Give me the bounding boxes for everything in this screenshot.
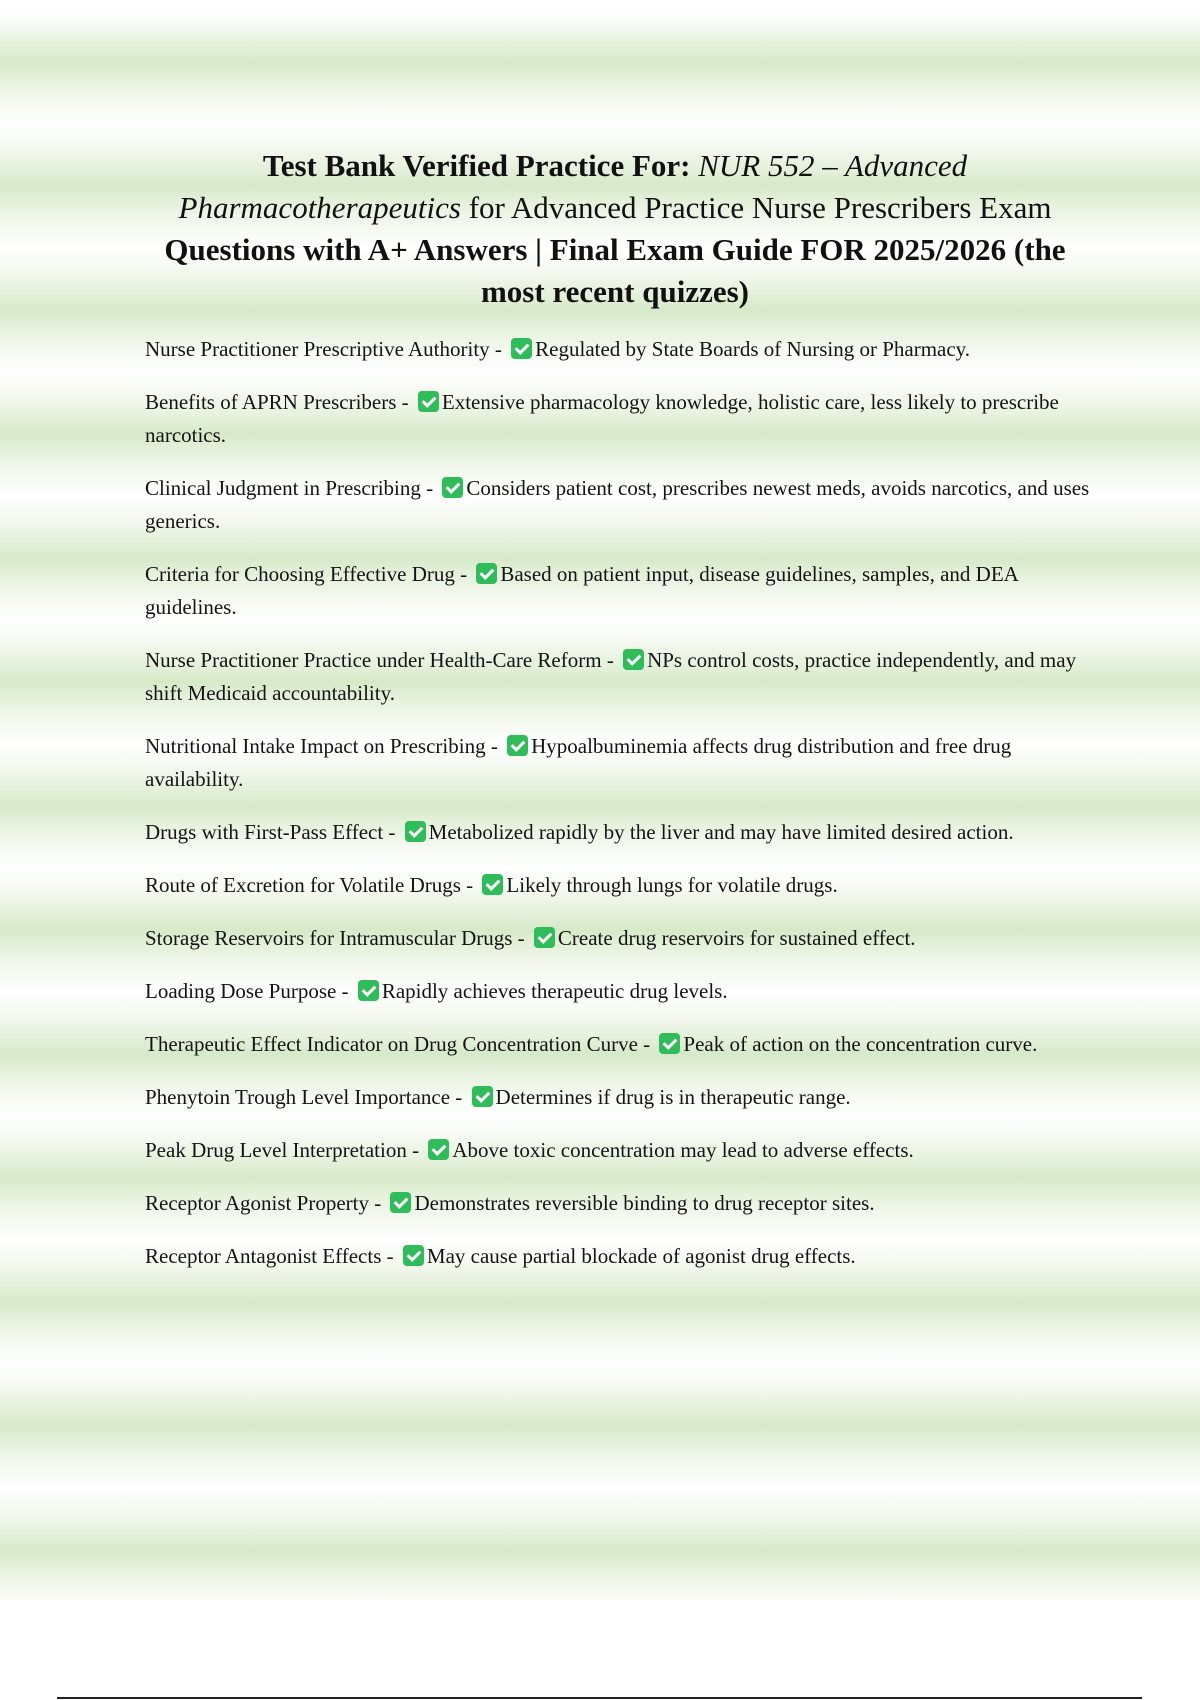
qa-answer: Determines if drug is in therapeutic range.	[495, 1085, 851, 1109]
qa-item	[145, 1187, 1090, 1220]
qa-answer: May cause partial blockade of agonist drug effects.	[426, 1244, 856, 1268]
qa-answer: Rapidly achieves therapeutic drug levels.	[381, 979, 728, 1003]
qa-list	[145, 333, 1090, 1293]
qa-item	[145, 472, 1090, 538]
qa-term: Loading Dose Purpose -	[145, 979, 354, 1003]
qa-item	[145, 816, 1090, 849]
check-mark-icon	[507, 735, 528, 756]
qa-term: Criteria for Choosing Effective Drug -	[145, 562, 473, 586]
qa-term: Receptor Antagonist Effects -	[145, 1244, 399, 1268]
qa-answer: Hypoalbuminemia affects drug distribution and free drug availability.	[145, 734, 1012, 791]
qa-answer: NPs control costs, practice independently, and may shift Medicaid accountability.	[145, 648, 1077, 705]
title-exam-phrase: for Advanced Practice Nurse Prescribers Exam	[460, 190, 1052, 225]
check-mark-icon	[623, 649, 644, 670]
qa-term: Receptor Agonist Property -	[145, 1191, 387, 1215]
title-bold-tail: Questions with A+ Answers | Final Exam Guide FOR 2025/2026 (the most recent quizzes)	[164, 232, 1066, 309]
document-title	[140, 145, 1090, 313]
qa-term: Route of Excretion for Volatile Drugs -	[145, 873, 479, 897]
check-mark-icon	[442, 477, 463, 498]
qa-answer: Above toxic concentration may lead to adverse effects.	[452, 1138, 914, 1162]
qa-term: Therapeutic Effect Indicator on Drug Concentration Curve -	[145, 1032, 656, 1056]
qa-answer: Metabolized rapidly by the liver and may have limited desired action.	[428, 820, 1014, 844]
check-mark-icon	[405, 821, 426, 842]
qa-item	[145, 730, 1090, 796]
qa-item	[145, 558, 1090, 624]
check-mark-icon	[403, 1245, 424, 1266]
qa-term: Clinical Judgment in Prescribing -	[145, 476, 439, 500]
qa-answer: Demonstrates reversible binding to drug receptor sites.	[414, 1191, 875, 1215]
check-mark-icon	[534, 927, 555, 948]
qa-term: Nurse Practitioner Prescriptive Authority -	[145, 337, 508, 361]
qa-answer: Likely through lungs for volatile drugs.	[506, 873, 838, 897]
qa-term: Nutritional Intake Impact on Prescribing -	[145, 734, 504, 758]
check-mark-icon	[418, 391, 439, 412]
check-mark-icon	[472, 1086, 493, 1107]
qa-answer: Extensive pharmacology knowledge, holistic care, less likely to prescribe narcotics.	[145, 390, 1059, 447]
check-mark-icon	[428, 1139, 449, 1160]
background-top-fade	[0, 0, 1200, 40]
qa-item	[145, 333, 1090, 366]
qa-item	[145, 1028, 1090, 1061]
qa-item	[145, 644, 1090, 710]
qa-item	[145, 922, 1090, 955]
qa-term: Phenytoin Trough Level Importance -	[145, 1085, 468, 1109]
qa-item	[145, 386, 1090, 452]
check-mark-icon	[482, 874, 503, 895]
qa-term: Storage Reservoirs for Intramuscular Drugs -	[145, 926, 530, 950]
footer-divider	[57, 1697, 1142, 1699]
qa-term: Nurse Practitioner Practice under Health-Care Reform -	[145, 648, 620, 672]
check-mark-icon	[390, 1192, 411, 1213]
qa-item	[145, 869, 1090, 902]
qa-item	[145, 975, 1090, 1008]
qa-term: Peak Drug Level Interpretation -	[145, 1138, 425, 1162]
qa-term: Drugs with First-Pass Effect -	[145, 820, 401, 844]
check-mark-icon	[358, 980, 379, 1001]
qa-answer: Considers patient cost, prescribes newest meds, avoids narcotics, and uses generics.	[145, 476, 1090, 533]
qa-answer: Based on patient input, disease guidelines, samples, and DEA guidelines.	[145, 562, 1018, 619]
qa-item	[145, 1134, 1090, 1167]
qa-item	[145, 1240, 1090, 1273]
check-mark-icon	[511, 338, 532, 359]
title-bold-lead: Test Bank Verified Practice For:	[262, 148, 699, 183]
qa-answer: Create drug reservoirs for sustained effect.	[557, 926, 916, 950]
check-mark-icon	[476, 563, 497, 584]
qa-item	[145, 1081, 1090, 1114]
check-mark-icon	[659, 1033, 680, 1054]
title-course-name: NUR 552 – Advanced Pharmacotherapeutics	[178, 148, 968, 225]
qa-answer: Peak of action on the concentration curve.	[683, 1032, 1038, 1056]
qa-term: Benefits of APRN Prescribers -	[145, 390, 414, 414]
qa-answer: Regulated by State Boards of Nursing or Pharmacy.	[535, 337, 971, 361]
